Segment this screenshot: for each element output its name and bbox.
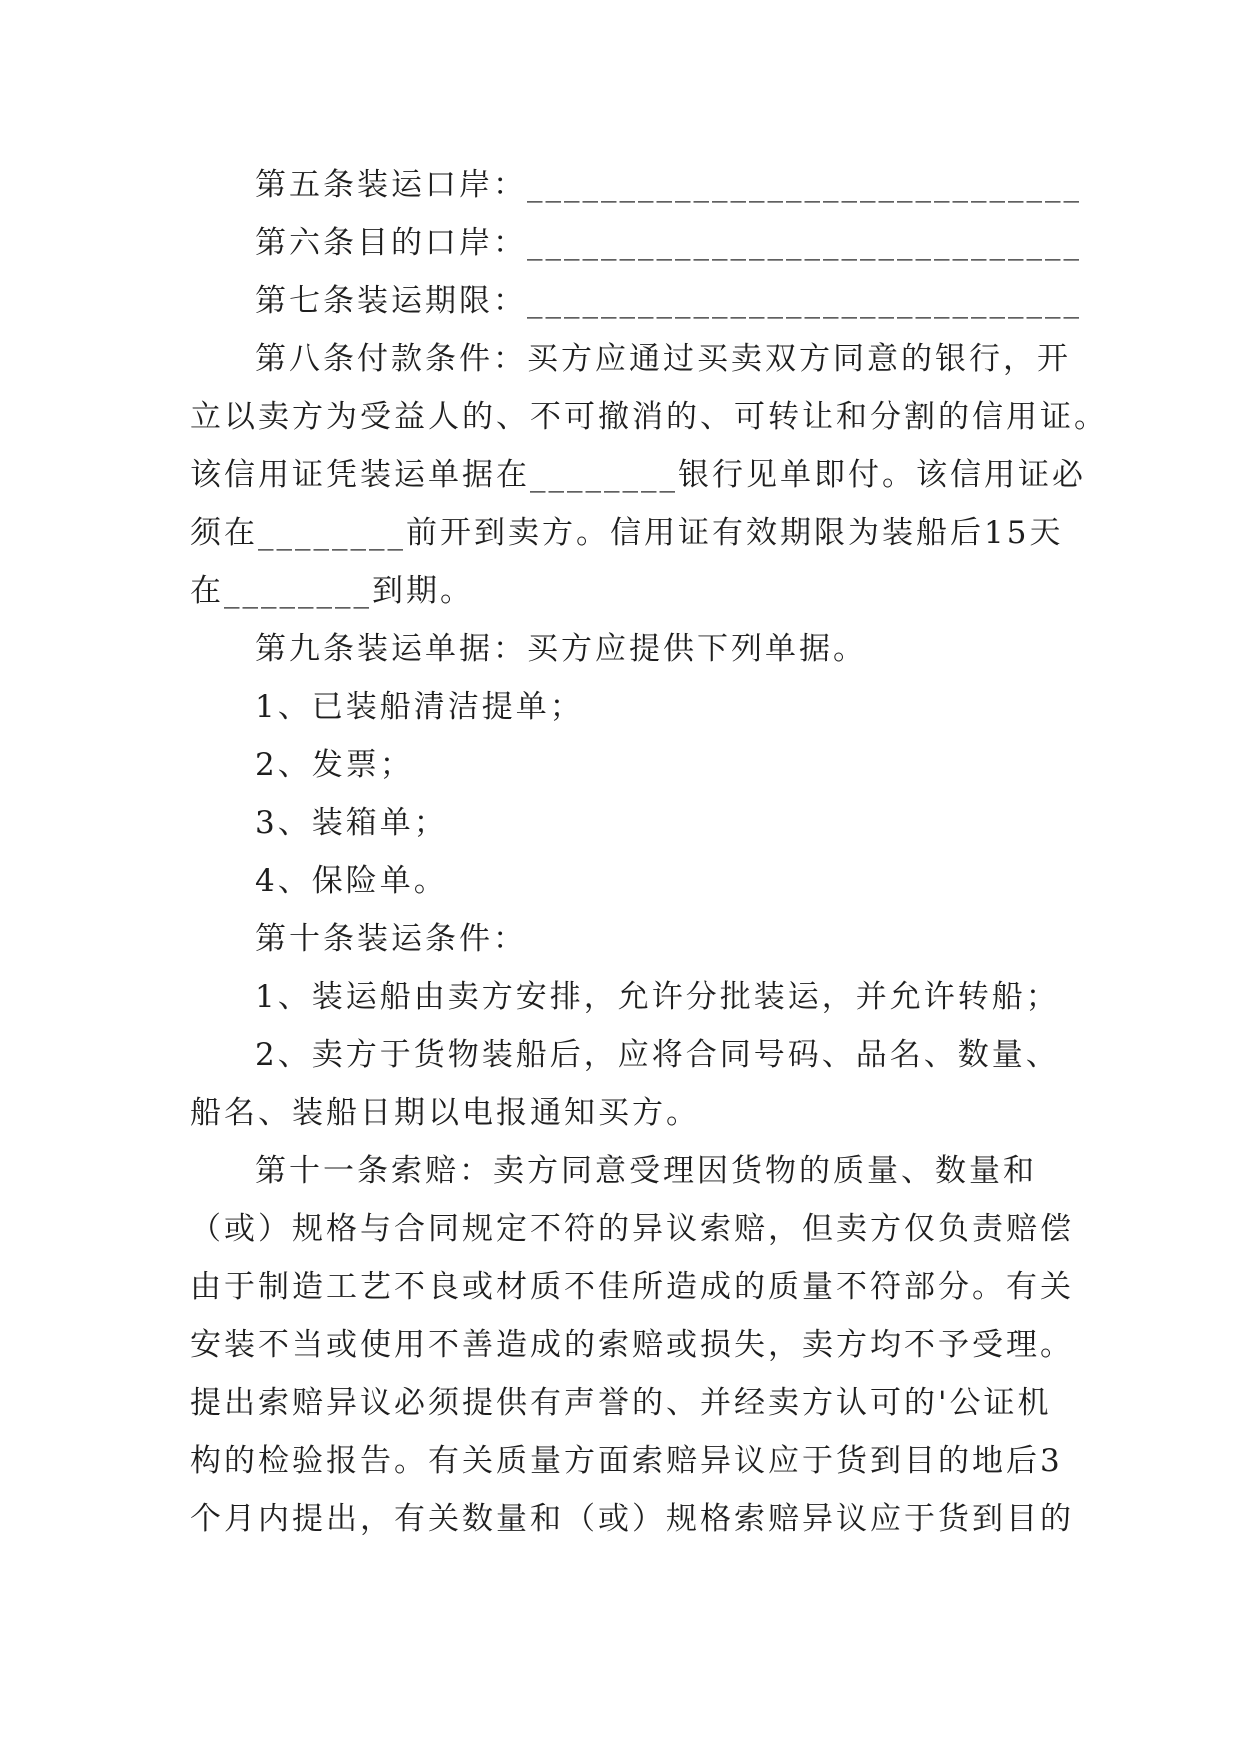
clause-5-loading-port: 第五条装运口岸：______________________________	[255, 167, 1082, 203]
paragraph-line: 安装不当或使用不善造成的索赔或损失，卖方均不予受理。	[190, 1327, 1074, 1363]
paragraph-line: 在________到期。	[190, 573, 474, 609]
list-item: 2、卖方于货物装船后，应将合同号码、品名、数量、	[255, 1037, 1060, 1073]
paragraph-line: 提出索赔异议必须提供有声誉的、并经卖方认可的'公证机	[190, 1385, 1052, 1421]
clause-11-claims: 第十一条索赔：卖方同意受理因货物的质量、数量和	[255, 1153, 1037, 1189]
clause-6-destination-port: 第六条目的口岸：______________________________	[255, 225, 1082, 261]
paragraph-line: 构的检验报告。有关质量方面索赔异议应于货到目的地后3	[190, 1443, 1063, 1479]
paragraph-line: 立以卖方为受益人的、不可撤消的、可转让和分割的信用证。	[190, 399, 1108, 435]
list-item: 1、装运船由卖方安排，允许分批装运，并允许转船；	[255, 979, 1060, 1015]
paragraph-line: 须在________前开到卖方。信用证有效期限为装船后15天	[190, 515, 1064, 551]
paragraph-line: 船名、装船日期以电报通知买方。	[190, 1095, 700, 1131]
paragraph-line: （或）规格与合同规定不符的异议索赔，但卖方仅负责赔偿	[190, 1211, 1074, 1247]
list-item: 4、保险单。	[255, 863, 448, 899]
clause-9-shipping-documents: 第九条装运单据：买方应提供下列单据。	[255, 631, 867, 667]
clause-7-shipment-period: 第七条装运期限：______________________________	[255, 283, 1082, 319]
clause-8-payment-terms: 第八条付款条件：买方应通过买卖双方同意的银行，开	[255, 341, 1071, 377]
paragraph-line: 由于制造工艺不良或材质不佳所造成的质量不符部分。有关	[190, 1269, 1074, 1305]
paragraph-line: 个月内提出，有关数量和（或）规格索赔异议应于货到目的	[190, 1501, 1074, 1537]
paragraph-line: 该信用证凭装运单据在________银行见单即付。该信用证必	[190, 457, 1086, 493]
list-item: 2、发票；	[255, 747, 414, 783]
clause-10-shipping-conditions: 第十条装运条件：	[255, 921, 527, 957]
list-item: 3、装箱单；	[255, 805, 448, 841]
list-item: 1、已装船清洁提单；	[255, 689, 584, 725]
